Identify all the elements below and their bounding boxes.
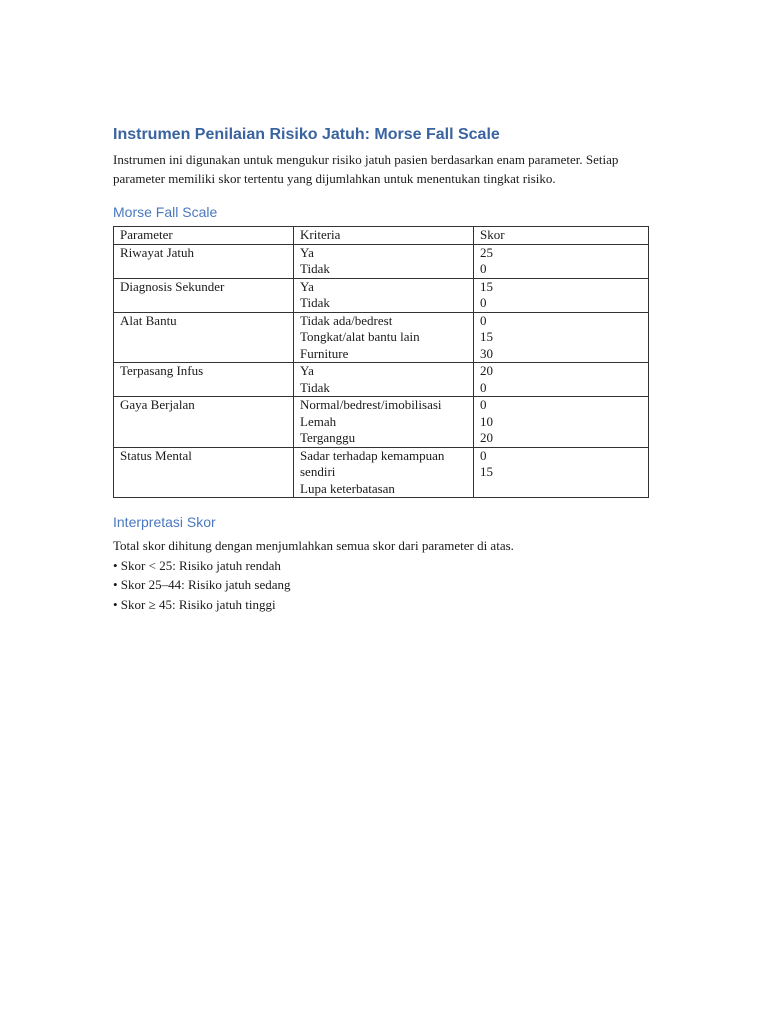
- table-row: [114, 312, 649, 363]
- criteria-line: Sadar terhadap kemampuan sendiri: [300, 447, 445, 479]
- score-line: 15: [480, 464, 493, 479]
- criteria-line: Terganggu: [300, 430, 356, 445]
- document-page: [113, 124, 655, 614]
- criteria-line: Lupa keterbatasan: [300, 480, 395, 496]
- document-title: Instrumen Penilaian Risiko Jatuh: Morse Fall Scale: [113, 126, 500, 143]
- interpretation-line: Total skor dihitung dengan menjumlahkan semua skor dari parameter di atas.: [113, 538, 514, 553]
- score-line: 0: [480, 261, 487, 276]
- parameter-cell: Terpasang Infus: [114, 363, 294, 397]
- score-cell: [474, 244, 649, 278]
- score-line: 25: [480, 244, 493, 260]
- score-line: 30: [480, 345, 493, 361]
- table-row: [114, 278, 649, 312]
- interpretation-bullet: • Skor 25–44: Risiko jatuh sedang: [113, 577, 291, 592]
- criteria-cell: [294, 397, 474, 448]
- score-line: 0: [480, 312, 487, 328]
- header-kriteria: Kriteria: [294, 227, 474, 245]
- criteria-line: Ya: [300, 363, 314, 378]
- score-cell: [474, 312, 649, 363]
- criteria-line: Ya: [300, 278, 314, 294]
- score-line: 0: [480, 397, 487, 412]
- criteria-cell: [294, 312, 474, 363]
- criteria-line: Tidak: [300, 295, 330, 310]
- criteria-line: Furniture: [300, 345, 349, 361]
- parameter-cell: Alat Bantu: [114, 312, 294, 363]
- table-row: [114, 363, 649, 397]
- score-cell: [474, 447, 649, 498]
- criteria-line: Tongkat/alat bantu lain: [300, 329, 420, 344]
- criteria-line: Lemah: [300, 413, 337, 429]
- parameter-cell: Riwayat Jatuh: [114, 244, 294, 278]
- table-row: [114, 447, 649, 498]
- score-line: 20: [480, 363, 493, 378]
- score-line: 0: [480, 295, 487, 310]
- table-row: [114, 244, 649, 278]
- criteria-line: Tidak: [300, 261, 330, 276]
- interpretation-body: [113, 536, 655, 614]
- score-cell: [474, 278, 649, 312]
- score-line: 20: [480, 430, 493, 445]
- header-skor: Skor: [474, 227, 649, 245]
- parameter-cell: Diagnosis Sekunder: [114, 278, 294, 312]
- score-line: 0: [480, 447, 487, 463]
- score-cell: [474, 397, 649, 448]
- table-section-heading: Morse Fall Scale: [113, 204, 218, 220]
- morse-fall-scale-table: [113, 226, 649, 498]
- criteria-line: Ya: [300, 244, 314, 260]
- criteria-line: Normal/bedrest/imobilisasi: [300, 397, 442, 412]
- score-cell: [474, 363, 649, 397]
- criteria-cell: [294, 244, 474, 278]
- interpretation-bullet: • Skor ≥ 45: Risiko jatuh tinggi: [113, 596, 276, 612]
- intro-paragraph: Instrumen ini digunakan untuk mengukur risiko jatuh pasien berdasarkan enam parameter. Setiap parameter memiliki skor tertentu yang dijumlahkan untuk menentukan tingkat risiko.: [113, 152, 619, 186]
- score-line: 15: [480, 329, 493, 344]
- header-parameter: Parameter: [114, 227, 294, 245]
- parameter-cell: Status Mental: [114, 447, 294, 498]
- table-header-row: [114, 227, 649, 245]
- table-row: [114, 397, 649, 448]
- score-line: 10: [480, 413, 493, 429]
- criteria-cell: [294, 278, 474, 312]
- criteria-line: Tidak ada/bedrest: [300, 312, 393, 328]
- criteria-line: Tidak: [300, 379, 330, 395]
- parameter-cell: Gaya Berjalan: [114, 397, 294, 448]
- score-line: 15: [480, 278, 493, 294]
- criteria-cell: [294, 363, 474, 397]
- interpretation-heading: Interpretasi Skor: [113, 514, 216, 530]
- score-line: 0: [480, 379, 487, 395]
- interpretation-bullet: • Skor < 25: Risiko jatuh rendah: [113, 557, 281, 573]
- criteria-cell: [294, 447, 474, 498]
